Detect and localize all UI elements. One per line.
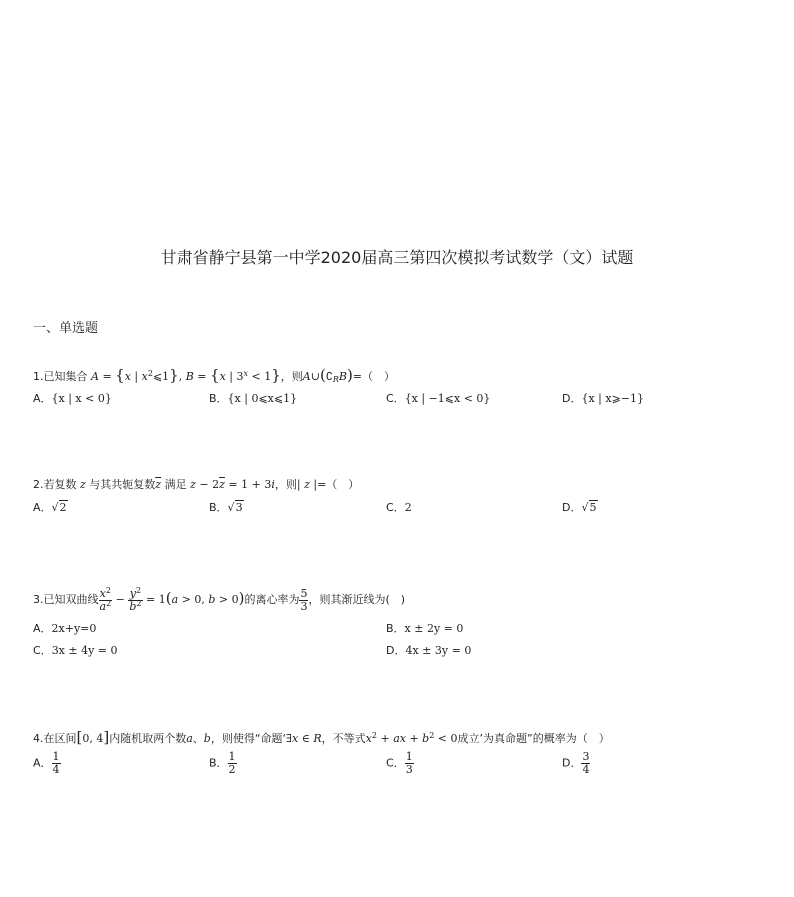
option-2b[interactable]: B．√3 xyxy=(209,501,243,514)
formula-y2-b2: $\frac{y^2}{b^2}$ xyxy=(129,585,142,613)
question-4-stem: 4.在区间[0, 4]内随机取两个数a、b，则使得“命题‘∃x ∈ R，不等式$x^2$ + ax + $b^2 < 0$成立’为真命题”的概率为（ ） xyxy=(33,728,610,746)
option-4b[interactable]: B． $\frac{1}{2}$ xyxy=(209,750,236,776)
option-3a[interactable]: A．2x+y=0 xyxy=(33,622,97,635)
question-number: 2. xyxy=(33,478,44,491)
option-3b[interactable]: B．x ± 2y = 0 xyxy=(386,622,464,635)
formula-union: A xyxy=(302,370,311,383)
option-4c[interactable]: C． $\frac{1}{3}$ xyxy=(386,750,413,776)
question-number: 4. xyxy=(33,732,44,745)
option-3c[interactable]: C．3x ± 4y = 0 xyxy=(33,644,118,657)
option-1a[interactable]: A．{x | x < 0} xyxy=(33,392,112,405)
option-1b[interactable]: B．{x | 0⩽x⩽1} xyxy=(209,392,298,405)
option-3d[interactable]: D．4x ± 3y = 0 xyxy=(386,644,472,657)
option-1c[interactable]: C．{x | −1⩽x < 0} xyxy=(386,392,491,405)
question-2-stem: 2.若复数 z 与其共轭复数$\overline{z}$ 满足 $z - 2\overline{z} = 1 + 3i$，则| z |=（ ） xyxy=(33,478,360,491)
formula-set-a: A xyxy=(91,370,99,383)
question-number: 3. xyxy=(33,593,44,606)
question-text: 已知集合 xyxy=(43,370,88,383)
question-1-stem: 1.已知集合 A = {x | $x^2⩽1$}, B = {x | $3^x < 1$}，则$A\cup(∁_RB)=$（ ） xyxy=(33,366,396,384)
option-4d[interactable]: D． $\frac{3}{4}$ xyxy=(562,750,590,776)
question-text: =（ ） xyxy=(352,370,396,383)
formula-x2-a2: $\frac{x^2}{a^2}$ xyxy=(99,585,112,613)
formula-five-thirds: $\frac{5}{3}$ xyxy=(300,586,308,613)
option-2c[interactable]: C．2 xyxy=(386,501,412,514)
option-1d[interactable]: D．{x | x⩾−1} xyxy=(562,392,645,405)
question-number: 1. xyxy=(33,370,44,383)
option-2d[interactable]: D．√5 xyxy=(562,501,597,514)
section-heading: 一、单选题 xyxy=(33,321,99,336)
option-2a[interactable]: A．√2 xyxy=(33,501,67,514)
question-3-stem: 3.已知双曲线 $\frac{x^2}{a^2}$ − $\frac{y^2}{b^2}$ = 1(a > 0, b > 0)的离心率为 $\frac{5}{3}$ ，则其渐近线为( ) xyxy=(33,585,406,613)
option-4a[interactable]: A． $\frac{1}{4}$ xyxy=(33,750,60,776)
question-text: ，则 xyxy=(280,370,303,383)
page-title: 甘肃省静宁县第一中学2020届高三第四次模拟考试数学（文）试题 xyxy=(160,248,634,267)
